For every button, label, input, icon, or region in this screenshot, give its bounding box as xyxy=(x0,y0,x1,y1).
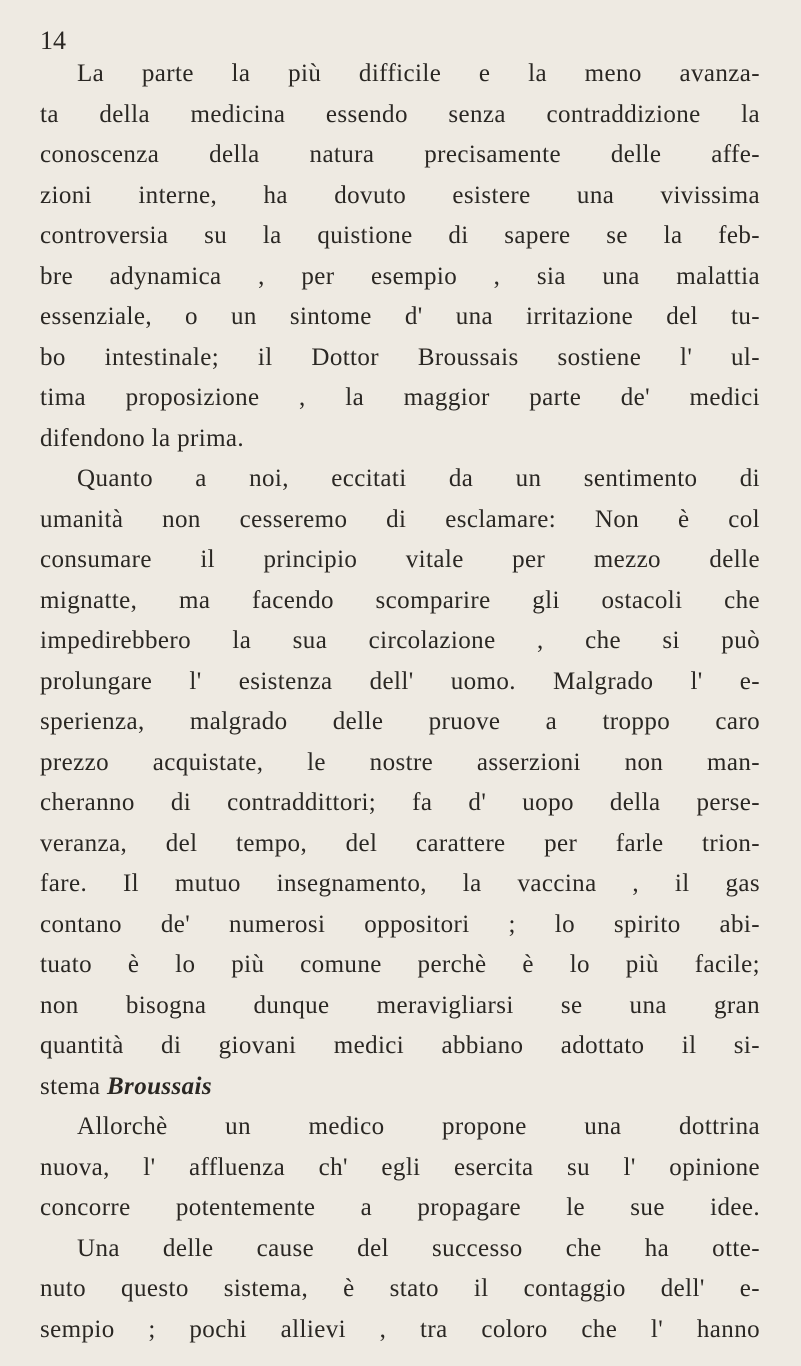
text-line xyxy=(40,1148,760,1189)
text-line xyxy=(40,1188,760,1229)
body-text xyxy=(40,54,760,1350)
text-line xyxy=(40,216,760,257)
text-line xyxy=(40,1229,760,1270)
text-line-content: conoscenza della natura precisamente delle affe- xyxy=(40,141,760,168)
text-line xyxy=(40,864,760,905)
text-line xyxy=(40,905,760,946)
text-line-content: nuova, l' affluenza ch' egli esercita su l' opinione xyxy=(40,1153,760,1181)
text-line xyxy=(40,783,760,824)
text-line-content: fare. Il mutuo insegnamento, la vaccina , il gas xyxy=(40,870,760,897)
text-line-content: ta della medicina essendo senza contraddizione la xyxy=(40,100,760,128)
text-line-content: tima proposizione , la maggior parte de' medici xyxy=(40,384,760,411)
text-line xyxy=(40,1067,760,1108)
text-line xyxy=(40,621,760,662)
text-line-content: prezzo acquistate, le nostre asserzioni non man- xyxy=(40,748,760,776)
text-line-content: non bisogna dunque meravigliarsi se una gran xyxy=(40,991,760,1019)
text-line xyxy=(40,500,760,541)
text-line xyxy=(40,581,760,622)
text-line-content: sempio ; pochi allievi , tra coloro che l' hanno xyxy=(40,1315,760,1343)
text-line xyxy=(40,378,760,419)
text-line xyxy=(40,459,760,500)
text-line-content: umanità non cesseremo di esclamare: Non è col xyxy=(40,505,760,533)
text-line-content: veranza, del tempo, del carattere per farle trion- xyxy=(40,829,760,857)
text-line-content: concorre potentemente a propagare le sue idee. xyxy=(40,1194,760,1221)
text-line xyxy=(40,135,760,176)
text-line xyxy=(40,702,760,743)
text-line xyxy=(40,257,760,298)
text-line xyxy=(40,824,760,865)
text-line xyxy=(40,176,760,217)
text-line-content: controversia su la quistione di sapere se la feb- xyxy=(40,222,760,249)
text-line xyxy=(40,54,760,95)
text-line xyxy=(40,419,760,460)
text-line-content: mignatte, ma facendo scomparire gli ostacoli che xyxy=(40,586,760,614)
text-line-content: difendono la prima. xyxy=(40,424,245,452)
text-line xyxy=(40,540,760,581)
text-line-content: nuto questo sistema, è stato il contaggio dell' e- xyxy=(40,1275,760,1302)
text-line xyxy=(40,338,760,379)
text-line xyxy=(40,945,760,986)
text-line-content: Una delle cause del successo che ha otte- xyxy=(77,1234,760,1262)
text-line-content: bo intestinale; il Dottor Broussais sostiene l' ul- xyxy=(40,343,760,371)
text-line-content: quantità di giovani medici abbiano adottato il si- xyxy=(40,1032,760,1059)
text-line-content: impedirebbero la sua circolazione , che si può xyxy=(40,627,760,654)
text-line-content: contano de' numerosi oppositori ; lo spirito abi- xyxy=(40,910,760,938)
text-line xyxy=(40,95,760,136)
text-line xyxy=(40,1107,760,1148)
text-line xyxy=(40,1269,760,1310)
text-line-content: consumare il principio vitale per mezzo delle xyxy=(40,546,760,573)
text-line xyxy=(40,1310,760,1351)
text-line-content: cheranno di contraddittori; fa d' uopo della perse- xyxy=(40,789,760,816)
text-line-content: bre adynamica , per esempio , sia una malattia xyxy=(40,262,760,290)
text-line-content: zioni interne, ha dovuto esistere una vivissima xyxy=(40,181,760,209)
text-line-content: stema xyxy=(40,1072,101,1100)
page-number: 14 xyxy=(40,26,66,55)
text-line xyxy=(40,662,760,703)
text-line xyxy=(40,1026,760,1067)
emphasized-name: Broussais xyxy=(106,1072,213,1100)
text-line xyxy=(40,297,760,338)
text-line-content: Allorchè un medico propone una dottrina xyxy=(77,1113,760,1140)
text-line xyxy=(40,986,760,1027)
text-line xyxy=(40,743,760,784)
text-line-content: Quanto a noi, eccitati da un sentimento di xyxy=(77,465,760,492)
text-line-content: tuato è lo più comune perchè è lo più facile; xyxy=(40,951,760,978)
text-line-content: sperienza, malgrado delle pruove a troppo caro xyxy=(40,708,760,735)
text-line-content: essenziale, o un sintome d' una irritazione del tu- xyxy=(40,303,760,330)
text-line-content: La parte la più difficile e la meno avanza- xyxy=(77,60,760,87)
text-line-content: prolungare l' esistenza dell' uomo. Malgrado l' e- xyxy=(40,667,760,695)
